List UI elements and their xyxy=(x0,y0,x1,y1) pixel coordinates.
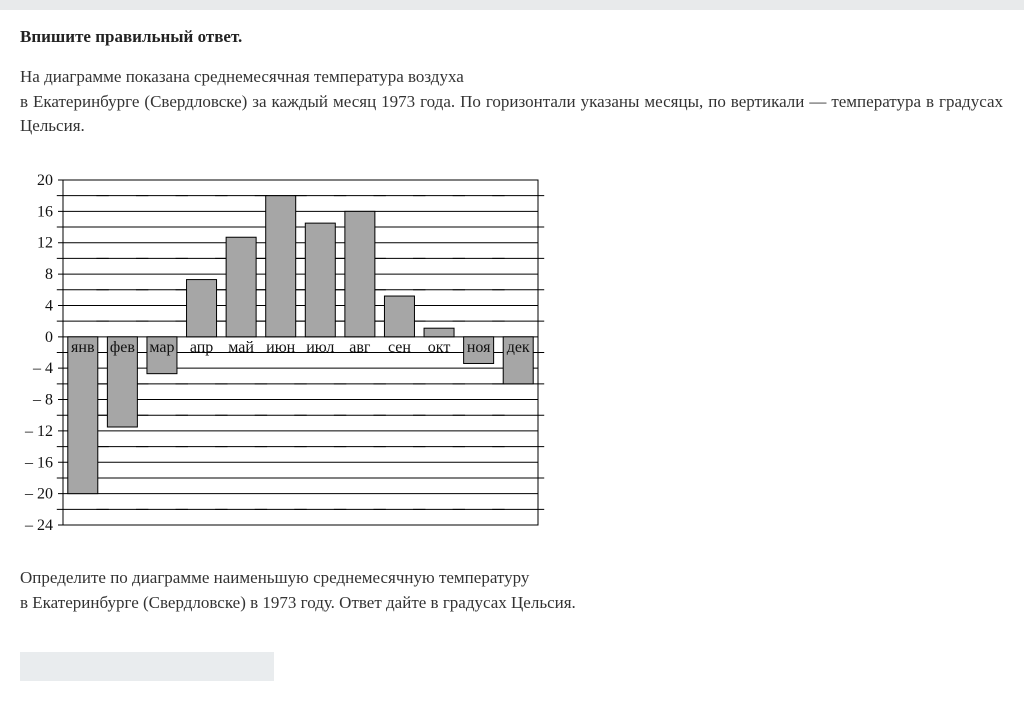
category-label: ноя xyxy=(466,338,491,356)
y-tick-label: 12 xyxy=(37,234,53,252)
task-instruction: Впишите правильный ответ. xyxy=(20,27,243,46)
y-tick-label: 20 xyxy=(37,172,53,189)
category-label: май xyxy=(228,338,254,356)
top-bar xyxy=(0,0,1024,10)
intro-line-1: На диаграмме показана среднемесячная температура воздуха xyxy=(20,67,464,86)
y-tick-label: – 12 xyxy=(25,422,53,440)
category-label: июн xyxy=(266,338,296,356)
question-line-2: в Екатеринбурге (Свердловске) в 1973 году. Ответ дайте в градусах Цельсия. xyxy=(20,592,576,612)
task-intro xyxy=(20,65,1003,139)
category-label: мар xyxy=(149,338,175,356)
category-label: сен xyxy=(387,338,411,356)
bar-авг xyxy=(345,211,375,336)
y-tick-label: – 20 xyxy=(25,485,53,503)
category-label: окт xyxy=(427,338,451,356)
y-tick-label: 16 xyxy=(37,203,53,221)
y-tick-label: – 8 xyxy=(33,391,53,409)
bars-layer xyxy=(68,196,533,494)
answer-input[interactable] xyxy=(20,652,274,681)
y-tick-label: – 4 xyxy=(33,360,53,378)
y-tick-label: – 24 xyxy=(25,517,53,534)
category-label: апр xyxy=(189,338,214,356)
bar-сен xyxy=(384,296,414,337)
question-line-1: Определите по диаграмме наименьшую среднемесячную температуру xyxy=(20,568,530,587)
bar-окт xyxy=(424,328,454,337)
bar-июл xyxy=(305,223,335,337)
y-tick-label: 8 xyxy=(45,266,53,284)
bar-июн xyxy=(266,196,296,337)
task-question xyxy=(20,566,1003,615)
category-label: дек xyxy=(506,338,530,356)
y-tick-label: 0 xyxy=(45,328,53,346)
category-label: июл xyxy=(306,338,335,356)
y-tick-label: 4 xyxy=(45,297,53,315)
bar-май xyxy=(226,237,256,337)
bar-апр xyxy=(187,280,217,337)
category-label: янв xyxy=(71,338,95,356)
temperature-bar-chart xyxy=(0,165,560,540)
bar-янв xyxy=(68,337,98,494)
intro-line-2: в Екатеринбурге (Свердловске) за каждый месяц 1973 года. По горизонтали указаны месяцы, по вертикали — температура в градусах Цельсия. xyxy=(20,91,1003,135)
category-label: фев xyxy=(109,338,135,356)
y-tick-label: – 16 xyxy=(25,454,53,472)
category-label: авг xyxy=(349,338,371,356)
